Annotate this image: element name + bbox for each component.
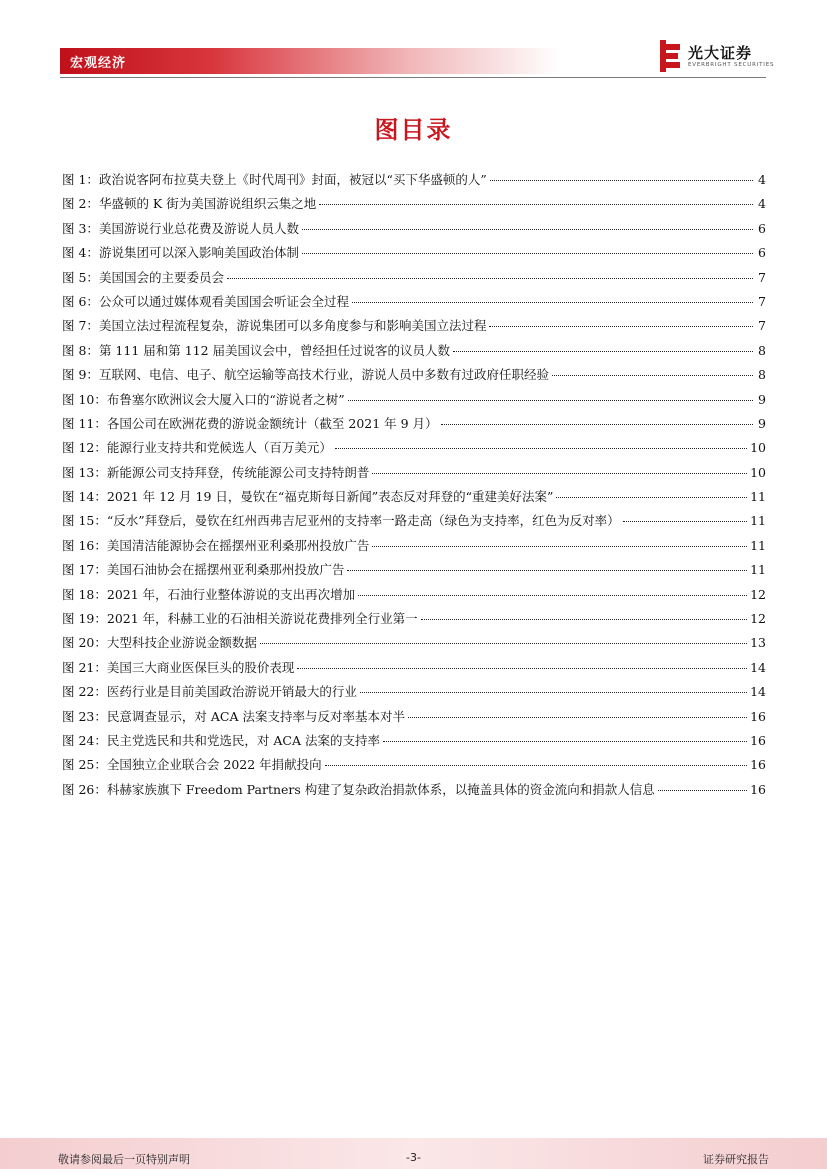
toc-entry-title: 2021 年，科赫工业的石油相关游说花费排列全行业第一 [106,611,418,627]
toc-entry-title: 2021 年，石油行业整体游说的支出再次增加 [106,586,356,602]
toc-entry[interactable] [62,755,766,779]
toc-leader-dots [227,268,753,279]
toc-entry-title: 美国石油协会在摇摆州亚利桑那州投放广告 [106,562,345,578]
toc-entry[interactable] [62,707,766,731]
company-logo [660,40,775,74]
toc-entry[interactable] [62,682,766,706]
toc-entry-page: 10 [750,440,766,456]
toc-leader-dots [302,219,753,230]
toc-entry-page: 6 [758,220,766,236]
toc-entry-title: 全国独立企业联合会 2022 年捐献投向 [106,757,322,773]
toc-entry-label: 图 24： [62,732,107,748]
toc-entry-label: 图 9： [62,367,99,383]
everbright-logo-icon [660,40,682,72]
toc-entry-title: 美国国会的主要委员会 [98,269,224,285]
header-band [60,48,560,74]
toc-entry-page: 9 [758,391,766,407]
toc-entry-text [62,780,655,800]
toc-entry-text [62,219,299,239]
toc-leader-dots [623,511,747,522]
toc-leader-dots [297,658,747,669]
toc-leader-dots [453,341,753,352]
toc-entry-title: 政治说客阿布拉莫夫登上《时代周刊》封面，被冠以“买下华盛顿的人” [98,172,487,187]
toc-entry[interactable] [62,560,766,584]
toc-entry-text [62,511,620,531]
toc-entry-page: 16 [750,781,766,797]
figure-toc-list [62,170,766,804]
footer-report-type: 证券研究报告 [703,1153,769,1166]
toc-entry-text [62,560,344,580]
toc-entry-title: 大型科技企业游说金额数据 [106,635,257,651]
toc-entry-title: 美国清洁能源协会在摇摆州亚利桑那州投放广告 [106,537,370,553]
toc-entry-text [62,243,299,263]
toc-entry[interactable] [62,511,766,535]
toc-entry[interactable] [62,585,766,609]
toc-entry-label: 图 21： [62,659,107,675]
header-divider [60,77,766,78]
toc-leader-dots [421,609,747,620]
toc-entry-page: 9 [758,415,766,431]
toc-entry-label: 图 4： [62,245,99,261]
toc-leader-dots [347,560,747,571]
toc-entry-title: 新能源公司支持拜登，传统能源公司支持特朗普 [106,464,370,480]
toc-entry-text [62,633,257,653]
toc-entry-text [62,487,553,507]
page-number: -3- [406,1151,421,1164]
toc-entry[interactable] [62,219,766,243]
toc-entry-text [62,755,322,775]
toc-entry-label: 图 3： [62,220,99,236]
page-title: 图目录 [374,116,453,144]
toc-entry[interactable] [62,390,766,414]
logo-name-en: EVERBRIGHT SECURITIES [688,62,775,68]
toc-entry-label: 图 1： [62,172,99,187]
toc-leader-dots [658,780,747,791]
toc-entry[interactable] [62,438,766,462]
toc-entry-title: 美国三大商业医保巨头的股价表现 [106,659,295,675]
toc-entry-label: 图 12： [62,440,107,456]
toc-entry-text [62,268,224,288]
toc-entry[interactable] [62,341,766,365]
toc-leader-dots [325,755,747,766]
toc-leader-dots [352,292,753,303]
toc-entry-title: 2021 年 12 月 19 日，曼钦在“福克斯每日新闻”表态反对拜登的“重建美好法案” [106,489,554,505]
toc-leader-dots [441,414,753,425]
toc-leader-dots [260,633,747,644]
toc-entry-page: 7 [758,269,766,285]
toc-entry-label: 图 15： [62,513,107,529]
toc-entry-title: 华盛顿的 K 街为美国游说组织云集之地 [98,196,317,212]
toc-entry-label: 图 25： [62,757,107,773]
toc-entry-label: 图 23： [62,708,107,724]
toc-entry-title: 美国游说行业总花费及游说人员人数 [98,220,299,236]
section-label: 宏观经济 [70,56,127,71]
toc-entry-label: 图 18： [62,586,107,602]
toc-entry-page: 11 [750,489,766,505]
toc-entry-text [62,194,316,214]
toc-entry-text [62,536,369,556]
toc-entry-page: 4 [758,172,766,187]
toc-entry-title: 能源行业支持共和党候选人（百万美元） [106,440,332,456]
toc-leader-dots [383,731,747,742]
footer-disclaimer: 敬请参阅最后一页特别声明 [58,1153,190,1166]
toc-entry-label: 图 11： [62,415,107,431]
toc-entry-label: 图 20： [62,635,107,651]
toc-entry-page: 10 [750,464,766,480]
toc-entry-title: 布鲁塞尔欧洲议会大厦入口的“游说者之树” [106,391,345,407]
toc-entry-title: 公众可以通过媒体观看美国国会听证会全过程 [98,293,349,309]
toc-entry-page: 13 [750,635,766,651]
toc-entry-text [62,682,357,702]
toc-entry[interactable] [62,243,766,267]
toc-entry-title: 第 111 届和第 112 届美国议会中，曾经担任过说客的议员人数 [98,342,451,358]
toc-entry-page: 12 [750,611,766,627]
toc-leader-dots [360,682,747,693]
toc-entry-text [62,658,294,678]
toc-entry[interactable] [62,536,766,560]
toc-entry-page: 7 [758,318,766,334]
toc-leader-dots [348,390,753,401]
toc-leader-dots [319,194,753,205]
toc-entry[interactable] [62,658,766,682]
toc-entry[interactable] [62,609,766,633]
toc-entry-text [62,414,438,434]
toc-entry[interactable] [62,316,766,340]
toc-leader-dots [372,463,747,474]
toc-entry-label: 图 16： [62,537,107,553]
toc-entry-label: 图 8： [62,342,99,358]
toc-entry-label: 图 5： [62,269,99,285]
toc-entry[interactable] [62,365,766,389]
toc-entry-page: 11 [750,513,766,529]
toc-entry-label: 图 13： [62,464,107,480]
toc-entry[interactable] [62,487,766,511]
toc-entry[interactable] [62,463,766,487]
toc-entry-text [62,341,450,361]
toc-leader-dots [552,365,753,376]
toc-entry[interactable] [62,633,766,657]
toc-entry-page: 8 [758,367,766,383]
toc-entry[interactable] [62,780,766,804]
toc-entry-label: 图 10： [62,391,107,407]
toc-entry-label: 图 26： [62,781,107,797]
toc-entry-label: 图 22： [62,684,107,700]
toc-leader-dots [408,707,747,718]
toc-entry-text [62,365,549,385]
toc-entry-text [62,316,486,336]
logo-name-cn: 光大证券 [688,44,753,62]
toc-entry-page: 4 [758,196,766,212]
toc-leader-dots [358,585,747,596]
toc-entry-label: 图 2： [62,196,99,212]
toc-entry[interactable] [62,414,766,438]
toc-entry[interactable] [62,170,766,194]
toc-entry-page: 16 [750,757,766,773]
toc-entry-page: 6 [758,245,766,261]
toc-entry[interactable] [62,268,766,292]
toc-entry-page: 14 [750,659,766,675]
toc-leader-dots [490,170,753,181]
toc-leader-dots [335,438,747,449]
toc-entry-title: 各国公司在欧洲花费的游说金额统计（截至 2021 年 9 月） [106,415,438,431]
toc-entry-title: 医药行业是目前美国政治游说开销最大的行业 [106,684,357,700]
toc-entry-label: 图 19： [62,611,107,627]
toc-entry-label: 图 7： [62,318,99,334]
toc-entry-text [62,292,349,312]
toc-entry-title: “反水”拜登后，曼钦在红州西弗吉尼亚州的支持率一路走高（绿色为支持率，红色为反对率） [106,513,620,529]
toc-entry-text [62,463,369,483]
toc-leader-dots [556,487,747,498]
toc-entry-label: 图 6： [62,293,99,309]
toc-entry-title: 美国立法过程流程复杂，游说集团可以多角度参与和影响美国立法过程 [98,318,487,334]
toc-entry-page: 11 [750,537,766,553]
toc-entry-title: 科赫家族旗下 Freedom Partners 构建了复杂政治捐款体系，以掩盖具体的资金流向和捐款人信息 [106,781,655,797]
toc-entry-title: 民主党选民和共和党选民，对 ACA 法案的支持率 [106,732,380,748]
toc-entry-text [62,707,405,727]
toc-entry-page: 11 [750,562,766,578]
toc-entry-page: 16 [750,708,766,724]
toc-entry-title: 游说集团可以深入影响美国政治体制 [98,245,299,261]
toc-entry-text [62,585,355,605]
toc-entry-text [62,609,418,629]
toc-entry-title: 互联网、电信、电子、航空运输等高技术行业，游说人员中多数有过政府任职经验 [98,367,549,383]
toc-entry-page: 16 [750,732,766,748]
toc-leader-dots [302,243,753,254]
toc-leader-dots [372,536,747,547]
toc-entry[interactable] [62,292,766,316]
toc-entry-title: 民意调查显示，对 ACA 法案支持率与反对率基本对半 [106,708,405,724]
toc-entry-page: 7 [758,293,766,309]
toc-leader-dots [489,316,753,327]
toc-entry[interactable] [62,194,766,218]
toc-entry-label: 图 17： [62,562,107,578]
toc-entry-text [62,390,345,410]
toc-entry[interactable] [62,731,766,755]
toc-entry-text [62,731,380,751]
toc-entry-text [62,438,332,458]
toc-entry-page: 14 [750,684,766,700]
toc-entry-page: 12 [750,586,766,602]
toc-entry-page: 8 [758,342,766,358]
toc-entry-text [62,170,487,190]
toc-entry-label: 图 14： [62,489,107,505]
